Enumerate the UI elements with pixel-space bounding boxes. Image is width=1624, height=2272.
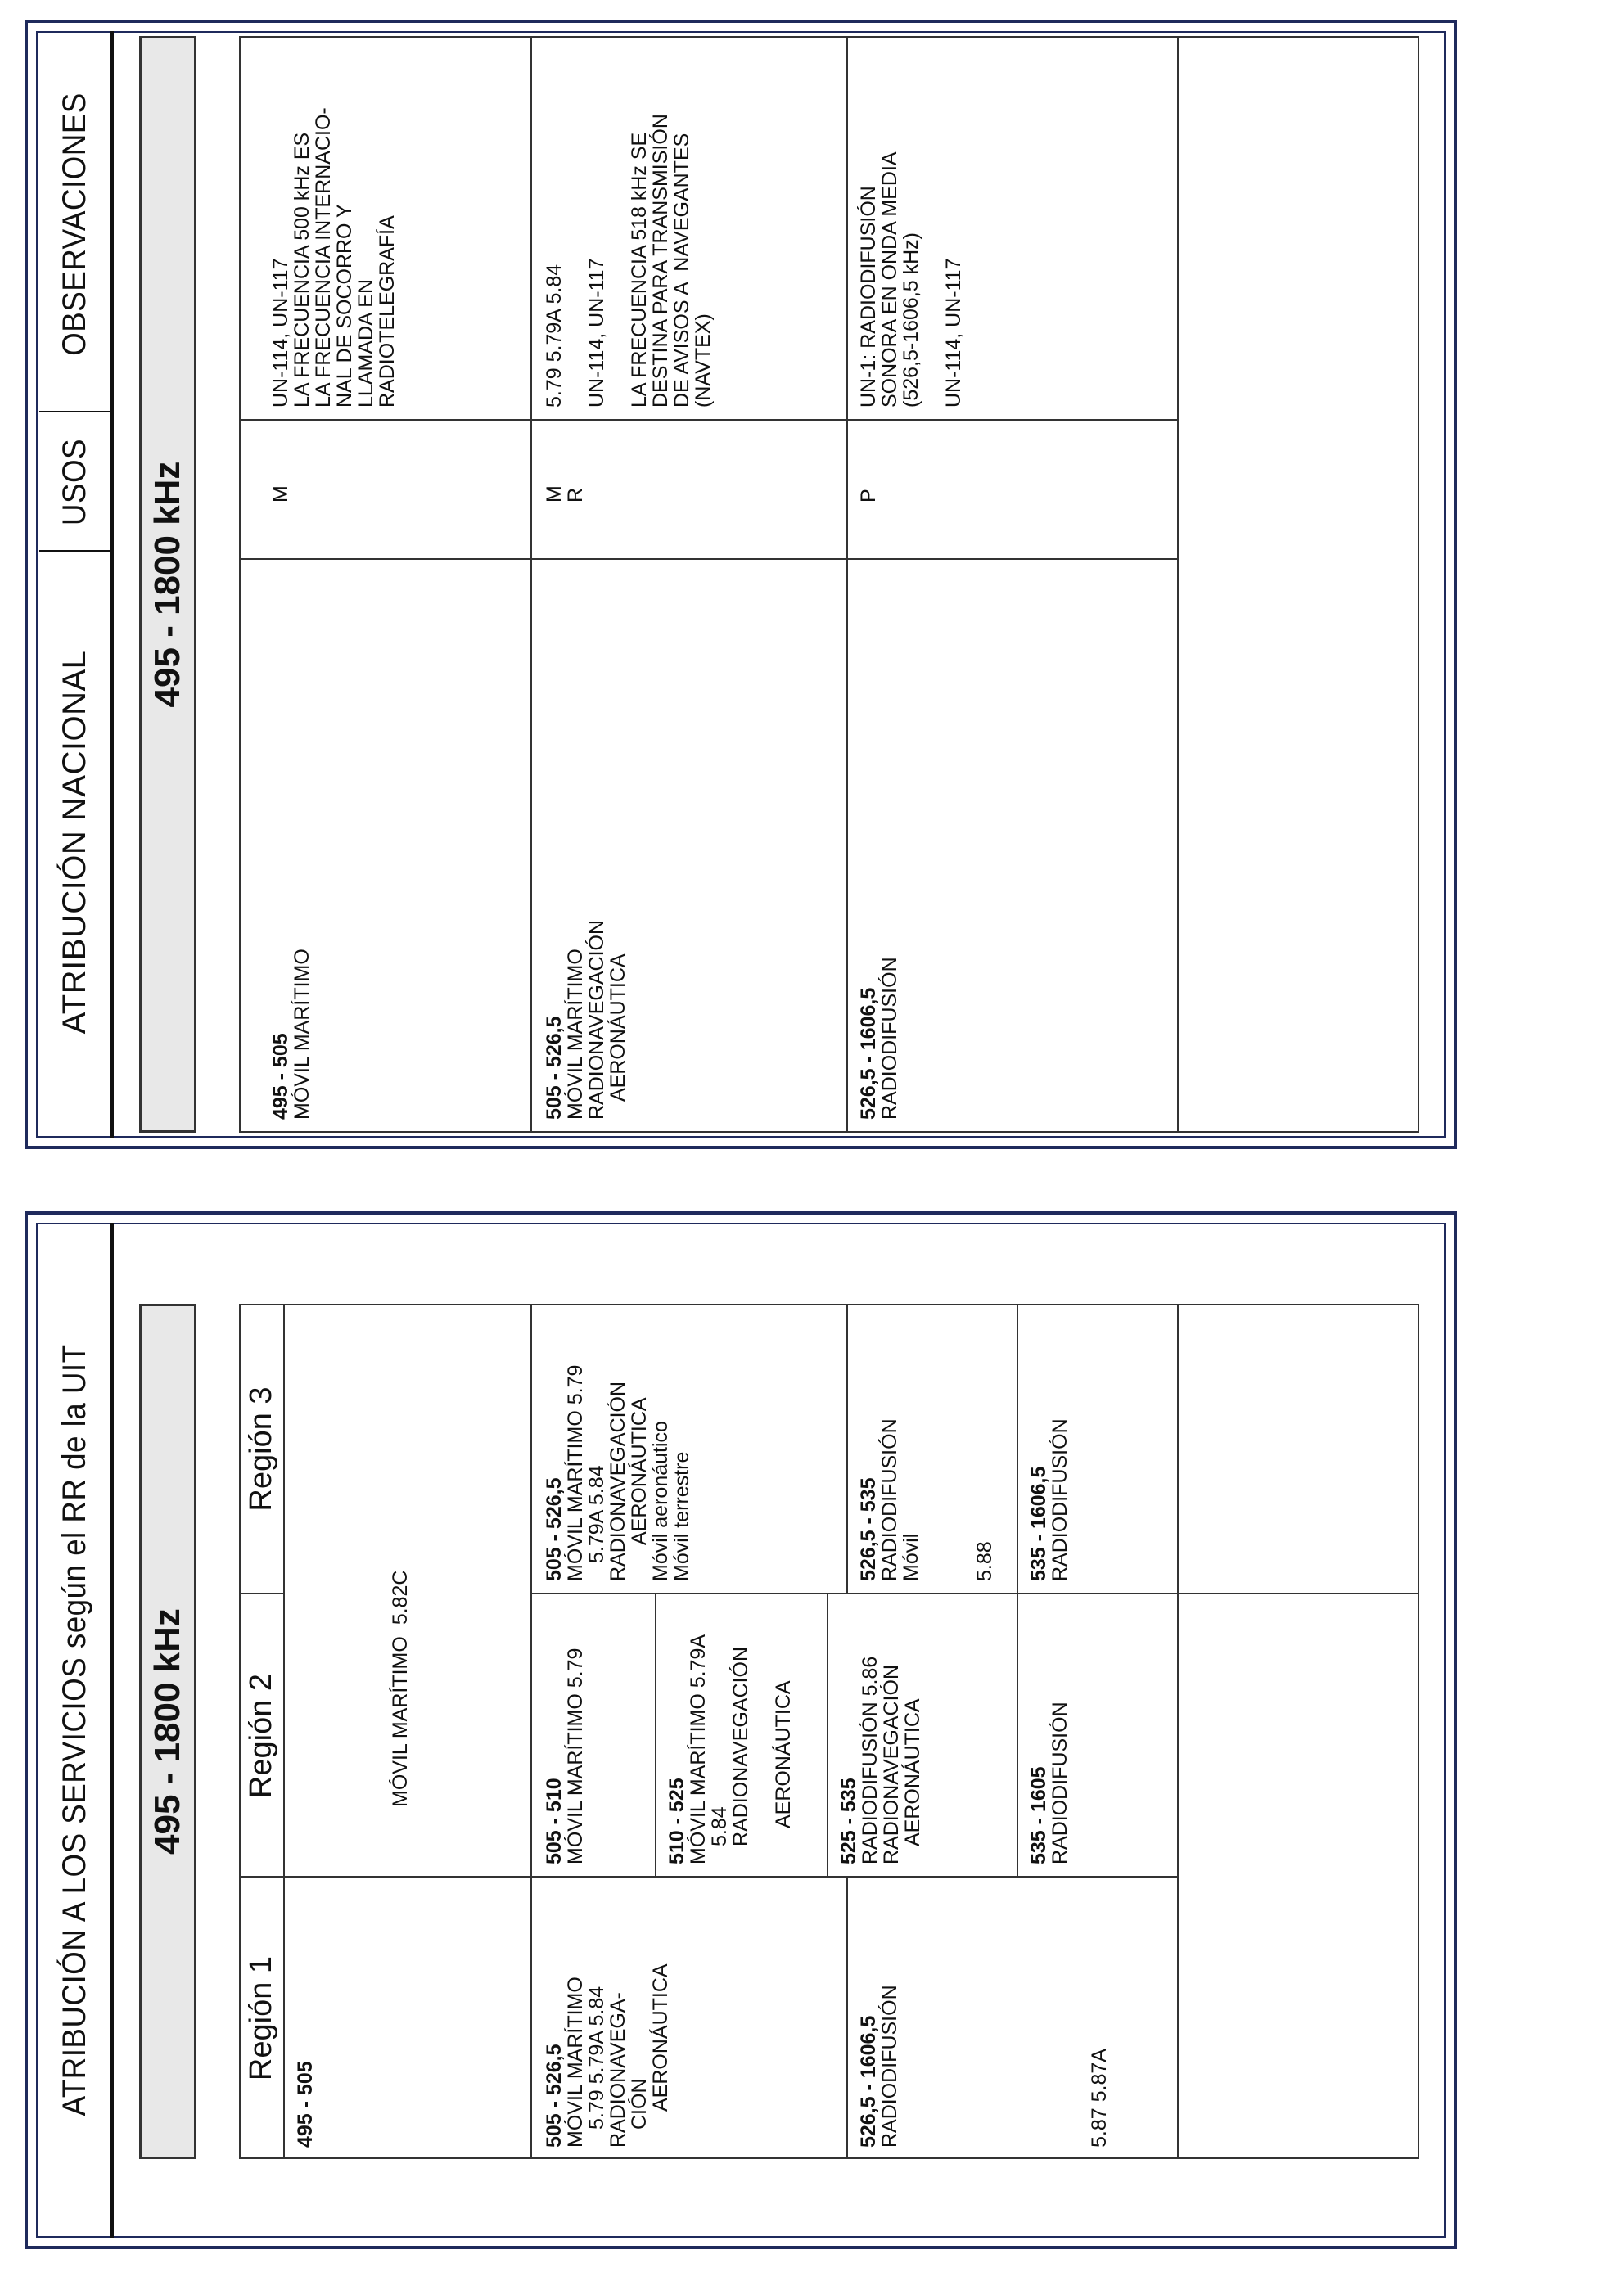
title-rule (110, 1223, 114, 2238)
row3-region3-535-1606: 535 - 1606,5 RADIODIFUSIÓN (1027, 1418, 1071, 1581)
title-observaciones: OBSERVACIONES (56, 92, 92, 356)
row1-region1: 495 - 505 (294, 2061, 317, 2148)
nat-row1-uso: M (269, 485, 292, 503)
row3-region2-535-1605: 535 - 1605 RADIODIFUSIÓN (1027, 1702, 1071, 1864)
nat-row1-obs: UN-114, UN-117 LA FRECUENCIA 500 kHz ES LA FRECUENCIA INTERNACIO- NAL DE SOCORRO Y LLAMADA EN RADIOTELEGRAFÍA (269, 107, 399, 408)
nat-row2-obs: 5.79 5.79A 5.84 UN-114, UN-117 LA FRECUENCIA 518 kHz SE DESTINA PARA TRANSMISIÓN DE AVISOS A NAVEGANTES (NAVTEX) (543, 114, 715, 408)
nat-row3-obs: UN-1: RADIODIFUSIÓN SONORA EN ONDA MEDIA (526,5-1606,5 kHz) UN-114, UN-117 (857, 151, 965, 408)
nat-row2-uso: M R (543, 485, 587, 503)
allocation-table (239, 1304, 1419, 2159)
title-usos: USOS (56, 438, 92, 526)
row2-region2-505-510: 505 - 510 MÓVIL MARÍTIMO 5.79 (543, 1648, 587, 1864)
row3-region3-note: 5.88 (973, 1541, 996, 1581)
national-allocation-sheet (25, 20, 1457, 1149)
header-region-2: Región 2 (243, 1673, 278, 1799)
sheet-title: ATRIBUCIÓN A LOS SERVICIOS según el RR de la UIT (56, 1344, 92, 2116)
title-rule (110, 31, 114, 1138)
row1-region23: MÓVIL MARÍTIMO 5.82C (389, 1570, 412, 1807)
row3-region1-note: 5.87 5.87A (1088, 2049, 1111, 2148)
title-nacional: ATRIBUCIÓN NACIONAL (56, 650, 92, 1035)
row3-region2-525-535: 525 - 535 RADIODIFUSIÓN 5.86 RADIONAVEGACIÓN AERONÁUTICA (837, 1656, 924, 1864)
national-table (239, 36, 1419, 1133)
row2-region1: 505 - 526,5 MÓVIL MARÍTIMO 5.79 5.79A 5.84 RADIONAVEGA- CIÓN AERONÁUTICA (543, 1963, 672, 2148)
row2-region3: 505 - 526,5 MÓVIL MARÍTIMO 5.79 5.79A 5.84 RADIONAVEGACIÓN AERONÁUTICA Móvil aeronáutico Móvil terrestre (543, 1364, 693, 1581)
itu-allocation-sheet (25, 1211, 1457, 2249)
row3-region1: 526,5 - 1606,5 RADIODIFUSIÓN (857, 1985, 901, 2148)
nat-row1-alloc: 495 - 505 MÓVIL MARÍTIMO (269, 949, 314, 1120)
nat-row3-uso: P (857, 489, 880, 503)
band-label: 495 - 1800 kHz (139, 36, 196, 1133)
nat-row2-alloc: 505 - 526,5 MÓVIL MARÍTIMO RADIONAVEGACIÓN AERONÁUTICA (543, 919, 629, 1120)
row2-region2-510-525: 510 - 525 MÓVIL MARÍTIMO 5.79A 5.84 RADIONAVEGACIÓN AERONÁUTICA (665, 1634, 795, 1864)
header-region-3: Región 3 (243, 1386, 278, 1512)
band-label: 495 - 1800 kHz (139, 1304, 196, 2159)
header-region-1: Región 1 (243, 1955, 278, 2081)
nat-row3-alloc: 526,5 - 1606,5 RADIODIFUSIÓN (857, 957, 901, 1120)
row3-region3-526-535: 526,5 - 535 RADIODIFUSIÓN Móvil (857, 1418, 923, 1581)
